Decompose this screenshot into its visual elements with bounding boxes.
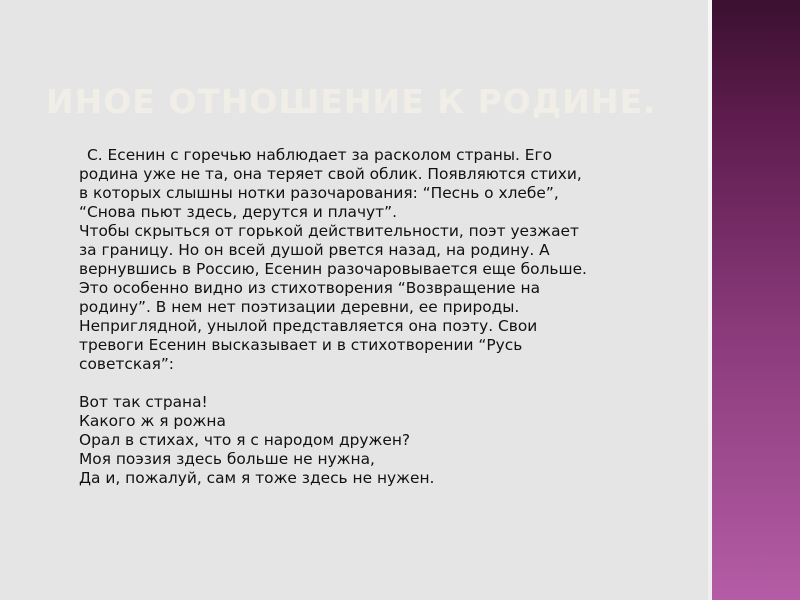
poem-line: Какого ж я рожна (79, 412, 226, 430)
poem-line: Да и, пожалуй, сам я тоже здесь не нужен. (79, 469, 435, 487)
paragraph-line: Это особенно видно из стихотворения “Возвращение на (79, 279, 541, 297)
poem-line: Вот так страна! (79, 393, 208, 411)
paragraph-line: советская”: (79, 355, 174, 373)
paragraph-line: родина уже не та, она теряет свой облик. Появляются стихи, (79, 165, 582, 183)
paragraph-line: Неприглядной, унылой представляется она поэту. Свои (79, 317, 538, 335)
paragraph-line: Чтобы скрыться от горькой действительности, поэт уезжает (79, 222, 579, 240)
slide-body-text (79, 146, 695, 488)
poem-line: Моя поэзия здесь больше не нужна, (79, 450, 375, 468)
paragraph-line: за границу. Но он всей душой рвется назад, на родину. А (79, 241, 550, 259)
paragraph-line: тревоги Есенин высказывает и в стихотворении “Русь (79, 336, 523, 354)
stanza-gap (79, 374, 695, 393)
slide-title: ИНОЕ ОТНОШЕНИЕ К РОДИНЕ. (46, 82, 657, 121)
paragraph-line: вернувшись в Россию, Есенин разочаровывается еще больше. (79, 260, 587, 278)
paragraph-line: родину”. В нем нет поэтизации деревни, ее природы. (79, 298, 520, 316)
paragraph-line: в которых слышны нотки разочарования: “Песнь о хлебе”, (79, 184, 559, 202)
right-accent-band (712, 0, 800, 600)
paragraph-line: “Снова пьют здесь, дерутся и плачут”. (79, 203, 397, 221)
poem-line: Орал в стихах, что я с народом дружен? (79, 431, 411, 449)
paragraph-line: С. Есенин с горечью наблюдает за расколом страны. Его (87, 146, 552, 164)
